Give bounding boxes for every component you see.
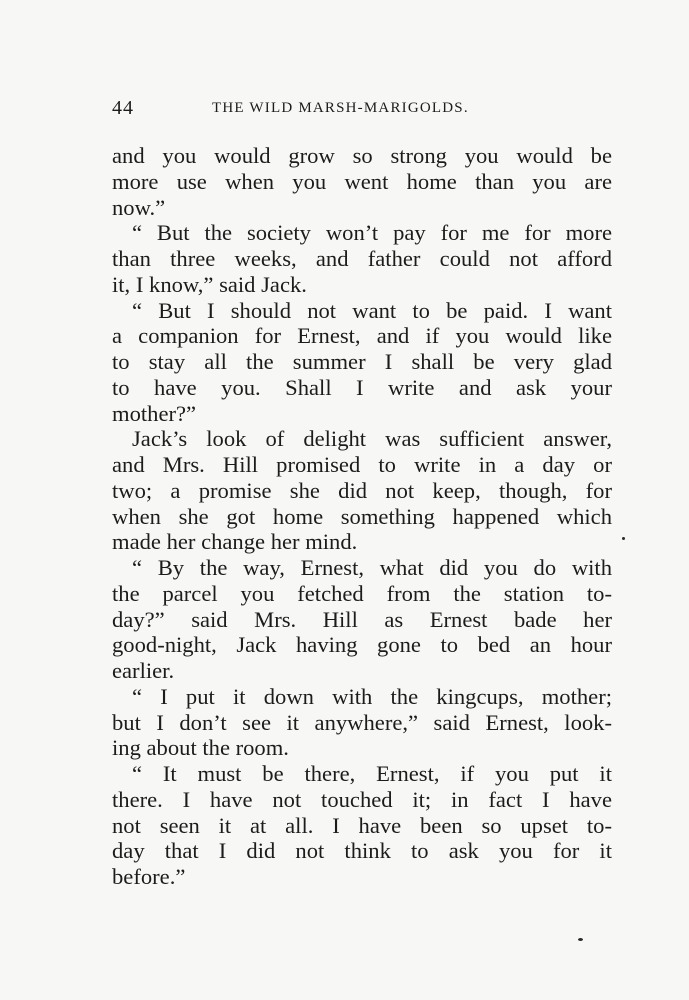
text-line: two; a promise she did not keep, though, for [112,477,612,503]
text-line: more use when you went home than you are [112,168,612,194]
text-line: than three weeks, and father could not afford [112,246,612,271]
text-line: made her change her mind. [112,529,358,555]
text-line: there. I have not touched it; in fact I have [112,786,612,812]
text-line: mother?” [112,400,197,426]
text-line: “ But the society won’t pay for me for more [132,220,612,246]
text-line: good-night, Jack having gone to bed an hour [112,632,612,658]
text-line: not seen it at all. I have been so upset to- [112,812,612,838]
text-line: Jack’s look of delight was sufficient answer, [132,426,612,452]
ink-speck [578,938,583,941]
running-title: THE WILD MARSH-MARIGOLDS. [212,100,469,116]
text-line: and Mrs. Hill promised to write in a day or [112,452,612,477]
text-line: day?” said Mrs. Hill as Ernest bade her [112,606,612,632]
text-line: now.” [112,194,166,220]
page-number: 44 [112,97,134,119]
text-line: “ But I should not want to be paid. I want [132,297,612,323]
text-line: to stay all the summer I shall be very glad [112,349,612,374]
text-line: “ By the way, Ernest, what did you do with [132,555,612,580]
body-text [112,143,612,890]
text-line: when she got home something happened which [112,503,612,529]
text-line: “ It must be there, Ernest, if you put it [132,761,612,786]
running-head [112,97,612,123]
text-line: and you would grow so strong you would be [112,143,612,168]
text-line: day that I did not think to ask you for it [112,838,612,864]
text-line: before.” [112,864,186,889]
text-line: to have you. Shall I write and ask your [112,374,612,400]
text-line: a companion for Ernest, and if you would like [112,323,612,349]
text-line: it, I know,” said Jack. [112,271,307,297]
text-line: but I don’t see it anywhere,” said Ernest, look- [112,709,612,735]
ink-speck [622,537,625,540]
text-line: the parcel you fetched from the station to- [112,580,612,606]
text-line: “ I put it down with the kingcups, mother; [132,683,612,709]
text-line: earlier. [112,658,175,683]
text-line: ing about the room. [112,735,289,761]
